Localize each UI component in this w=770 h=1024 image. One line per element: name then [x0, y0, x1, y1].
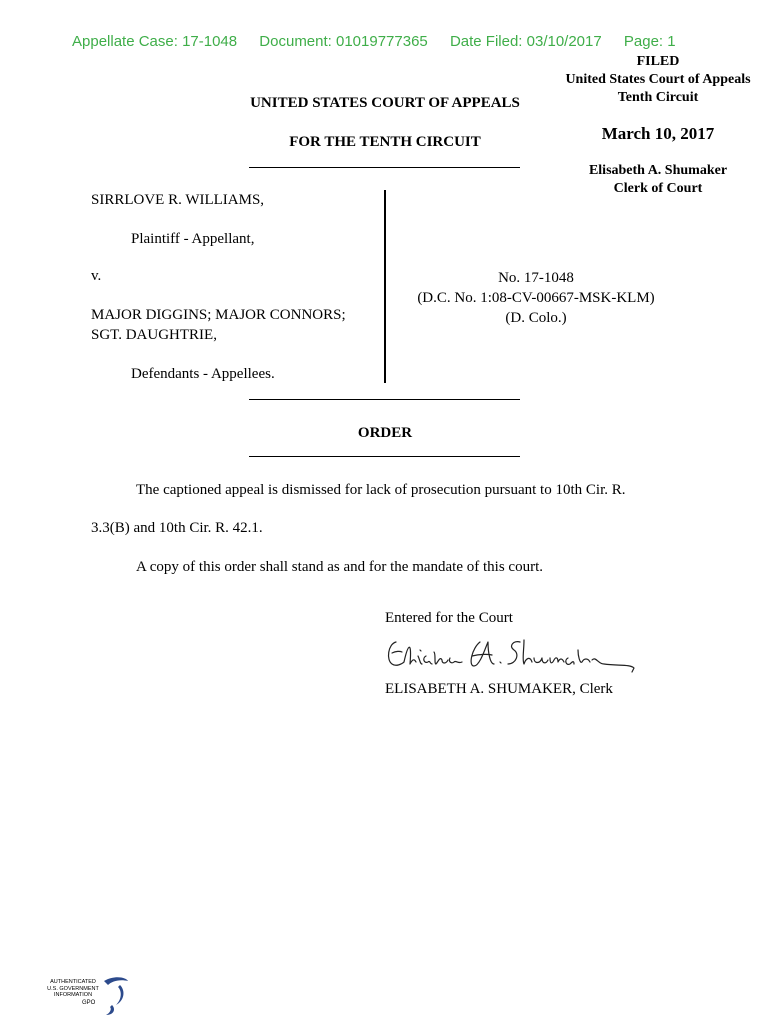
- caption-plaintiff: SIRRLOVE R. WILLIAMS,: [91, 192, 265, 208]
- clerk-signature: [384, 634, 644, 678]
- filed-label: FILED: [636, 54, 680, 69]
- circuit-title: FOR THE TENTH CIRCUIT: [289, 134, 481, 150]
- caption-versus: v.: [91, 268, 102, 284]
- filed-stamp: [552, 53, 764, 107]
- entered-for-court: Entered for the Court: [385, 610, 513, 626]
- district-court: (D. Colo.): [505, 310, 567, 326]
- header-date-filed: Date Filed: 03/10/2017: [449, 33, 602, 50]
- clerk-name: Elisabeth A. Shumaker: [588, 163, 728, 178]
- header-document: Document: 01019777365: [259, 33, 428, 50]
- caption-plaintiff-role: Plaintiff - Appellant,: [131, 231, 255, 247]
- order-title: ORDER: [357, 425, 413, 441]
- caption-defendants-line1: MAJOR DIGGINS; MAJOR CONNORS;: [91, 307, 346, 323]
- filed-court-line1: United States Court of Appeals: [565, 72, 751, 87]
- rule-middle: [249, 399, 520, 400]
- document-header: [72, 33, 712, 50]
- order-paragraph2: A copy of this order shall stand as and for the mandate of this court.: [136, 559, 543, 575]
- gpo-text-line2: U.S. GOVERNMENT: [47, 985, 99, 992]
- filed-court-line2: Tenth Circuit: [617, 90, 699, 105]
- header-page: Page: 1: [623, 33, 676, 50]
- court-title: UNITED STATES COURT OF APPEALS: [250, 95, 520, 111]
- caption-divider: [384, 190, 386, 383]
- district-case-number: (D.C. No. 1:08-CV-00667-MSK-KLM): [417, 290, 655, 306]
- signer-name: ELISABETH A. SHUMAKER, Clerk: [385, 681, 613, 697]
- gpo-eagle-icon: [100, 975, 130, 1017]
- header-case: Appellate Case: 17-1048: [72, 33, 238, 50]
- filed-date: March 10, 2017: [601, 124, 715, 143]
- caption-defendants-role: Defendants - Appellees.: [131, 366, 275, 382]
- case-info: [398, 268, 674, 328]
- filed-clerk: [552, 162, 764, 198]
- caption-defendants-line2: SGT. DAUGHTRIE,: [91, 327, 217, 343]
- rule-top: [249, 167, 520, 168]
- clerk-title: Clerk of Court: [613, 181, 703, 196]
- gpo-text-line3: INFORMATION: [53, 992, 93, 998]
- gpo-logo-text: [44, 979, 102, 999]
- case-number: No. 17-1048: [498, 270, 574, 286]
- order-paragraph1-line1: The captioned appeal is dismissed for lack of prosecution pursuant to 10th Cir. R.: [136, 482, 626, 498]
- order-paragraph1-line2: 3.3(B) and 10th Cir. R. 42.1.: [91, 520, 263, 536]
- rule-bottom: [249, 456, 520, 457]
- gpo-authenticated-logo: [44, 975, 134, 1017]
- gpo-abbr: GPO: [82, 1000, 96, 1006]
- gpo-text-line1: AUTHENTICATED: [50, 979, 96, 985]
